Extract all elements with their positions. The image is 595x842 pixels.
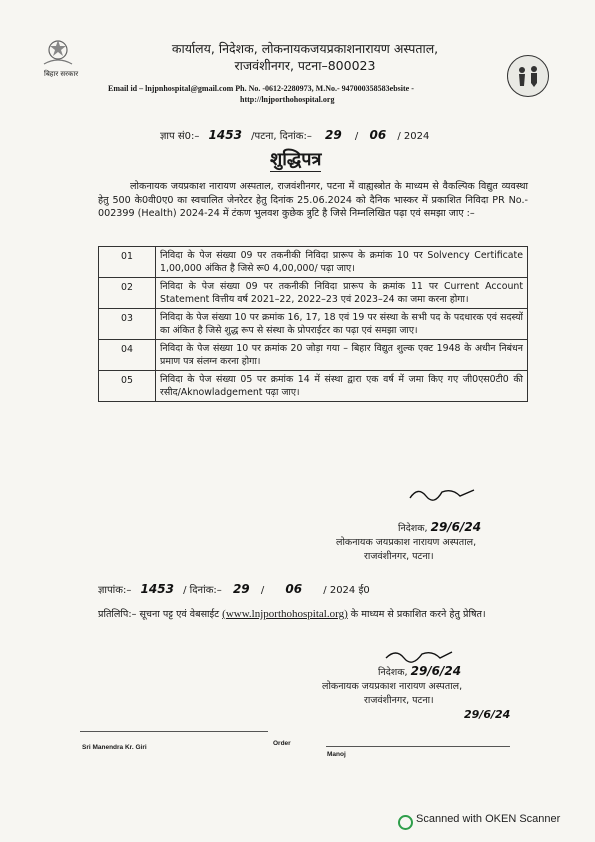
reference-line-2: ज्ञापांक:– 1453 / दिनांक:– 29 / 06 / 2024 ई0 <box>98 582 370 596</box>
sig2-line-2: लोकनायक जयप्रकाश नारायण अस्पताल, <box>322 681 463 692</box>
correction-number: 01 <box>99 247 156 278</box>
sig1-designation: निदेशक, <box>398 523 428 534</box>
sig1-date: 29/6/24 <box>430 520 482 534</box>
sig1-line-2: लोकनायक जयप्रकाश नारायण अस्पताल, <box>336 537 477 548</box>
table-row <box>99 247 528 278</box>
office-line-2: राजवंशीनगर, पटना–800023 <box>234 58 376 73</box>
sig2-date-stamp: 29/6/24 <box>464 708 511 721</box>
correction-text: निविदा के पेज संख्या 09 पर तकनीकी निविदा प्रारूप के क्रमांक 11 पर Current Account Statement वित्तीय वर्ष 2021–22, 2022–23 एवं 2023–24 का जमा करना होगा। <box>156 278 528 309</box>
scanner-watermark: Scanned with OKEN Scanner <box>416 813 561 825</box>
signature-scrawl <box>408 484 478 502</box>
oken-scanner-icon <box>398 815 413 830</box>
contact-line-2: http://lnjporthohospital.org <box>240 95 335 104</box>
office-header <box>95 40 515 74</box>
footer-order: Order <box>273 740 291 747</box>
logo-caption: बिहार सरकार <box>44 70 79 78</box>
office-line-1: कार्यालय, निदेशक, लोकनायकजयप्रकाशनारायण अस्पताल, <box>171 41 439 56</box>
ref-day: 29 <box>325 128 342 142</box>
intro-paragraph: लोकनायक जयप्रकाश नारायण अस्पताल, राजवंशीनगर, पटना में वाह्यस्त्रोत के माध्यम से वैकल्पिक विद्युत व्यवस्था हेतु 500 के0वी0ए0 का स्वचालित जेनरेटर हेतु दिनांक 25.06.2024 को दैनिक भास्कर में प्रकाशित निविदा PR No.- 002399 (Health) 2024-24 में टंकण भुलवश कुछेक त्रुटि है जिसे निम्नलिखित पढ़ा एवं समझा जाए :– <box>98 181 528 219</box>
sig2-designation: निदेशक, <box>378 667 408 678</box>
signature-block-1 <box>336 520 481 564</box>
contact-block <box>108 83 498 105</box>
footer-line-left <box>80 731 268 732</box>
ref-month: 06 <box>369 128 387 142</box>
footer-right-name: Manoj <box>327 751 346 758</box>
ref2-year: / 2024 ई0 <box>323 585 370 596</box>
page-title: शुद्धिपत्र <box>270 149 322 170</box>
ref-prefix: ज्ञाप सं0:– <box>160 131 200 142</box>
sig2-date: 29/6/24 <box>410 664 462 678</box>
corrections-table <box>98 246 528 402</box>
ref2-day: 29 <box>232 582 250 596</box>
table-row <box>99 371 528 402</box>
table-row <box>99 278 528 309</box>
sig1-line-3: राजवंशीनगर, पटना। <box>364 551 434 562</box>
correction-number: 02 <box>99 278 156 309</box>
correction-text: निविदा के पेज संख्या 10 पर क्रमांक 20 जोड़ा गया – बिहार विद्युत शुल्क एक्ट 1948 के अधीन निबंधन प्रमाण पत्र संलग्न करना होगा। <box>156 340 528 371</box>
correction-number: 03 <box>99 309 156 340</box>
table-row <box>99 309 528 340</box>
ref2-month: 06 <box>285 582 303 596</box>
ref-mid: /पटना, दिनांक:– <box>251 131 312 142</box>
footer-line-right <box>326 746 510 747</box>
correction-number: 04 <box>99 340 156 371</box>
correction-text: निविदा के पेज संख्या 10 पर क्रमांक 16, 17, 18 एवं 19 पर संस्था के सभी पद के पदधारक एवं सदस्यों का अंकित है जिसे शुद्ध रूप से संस्था के प्रोपराईटर का पढ़ा एवं समझा जाए। <box>156 309 528 340</box>
copy-label: प्रतिलिपि:– <box>98 609 137 620</box>
signature-block-2 <box>322 664 462 708</box>
table-row <box>99 340 528 371</box>
contact-line-1: Email id – lnjpnhospital@gmail.com Ph. No. -0612-2280973, M.No.- 947000358583ebsite - <box>108 84 414 93</box>
copy-text-after: के माध्यम से प्रकाशित करने हेतु प्रेषित। <box>350 609 486 620</box>
copy-to <box>98 608 528 622</box>
website-link[interactable]: (www.lnjporthohospital.org) <box>222 608 348 620</box>
ref2-prefix: ज्ञापांक:– <box>98 585 132 596</box>
ref-year: / 2024 <box>397 131 430 142</box>
reference-line: ज्ञाप सं0:– 1453 /पटना, दिनांक:– 29 / 06 / 2024 <box>160 128 430 142</box>
correction-text: निविदा के पेज संख्या 05 पर क्रमांक 14 में संस्था द्वारा एक वर्ष में जमा किए गए जी0एस0टी0 की रसीद/Aknowladgement पढ़ा जाए। <box>156 371 528 402</box>
ref-number: 1453 <box>208 128 242 142</box>
copy-text-before: सूचना पट्ट एवं वेबसाईट <box>139 609 220 620</box>
bihar-emblem-logo <box>38 36 90 82</box>
correction-text: निविदा के पेज संख्या 09 पर तकनीकी निविदा प्रारूप के क्रमांक 10 पर Solvency Certificate 1,00,000 अंकित है जिसे रू0 4,00,000/ पढ़ा जाए। <box>156 247 528 278</box>
ref2-number: 1453 <box>140 582 174 596</box>
sig2-line-3: राजवंशीनगर, पटना। <box>364 695 434 706</box>
correction-number: 05 <box>99 371 156 402</box>
signature-scrawl-2 <box>384 646 454 664</box>
footer-left-name: Sri Manendra Kr. Giri <box>82 744 147 751</box>
ref2-mid: / दिनांक:– <box>183 585 222 596</box>
